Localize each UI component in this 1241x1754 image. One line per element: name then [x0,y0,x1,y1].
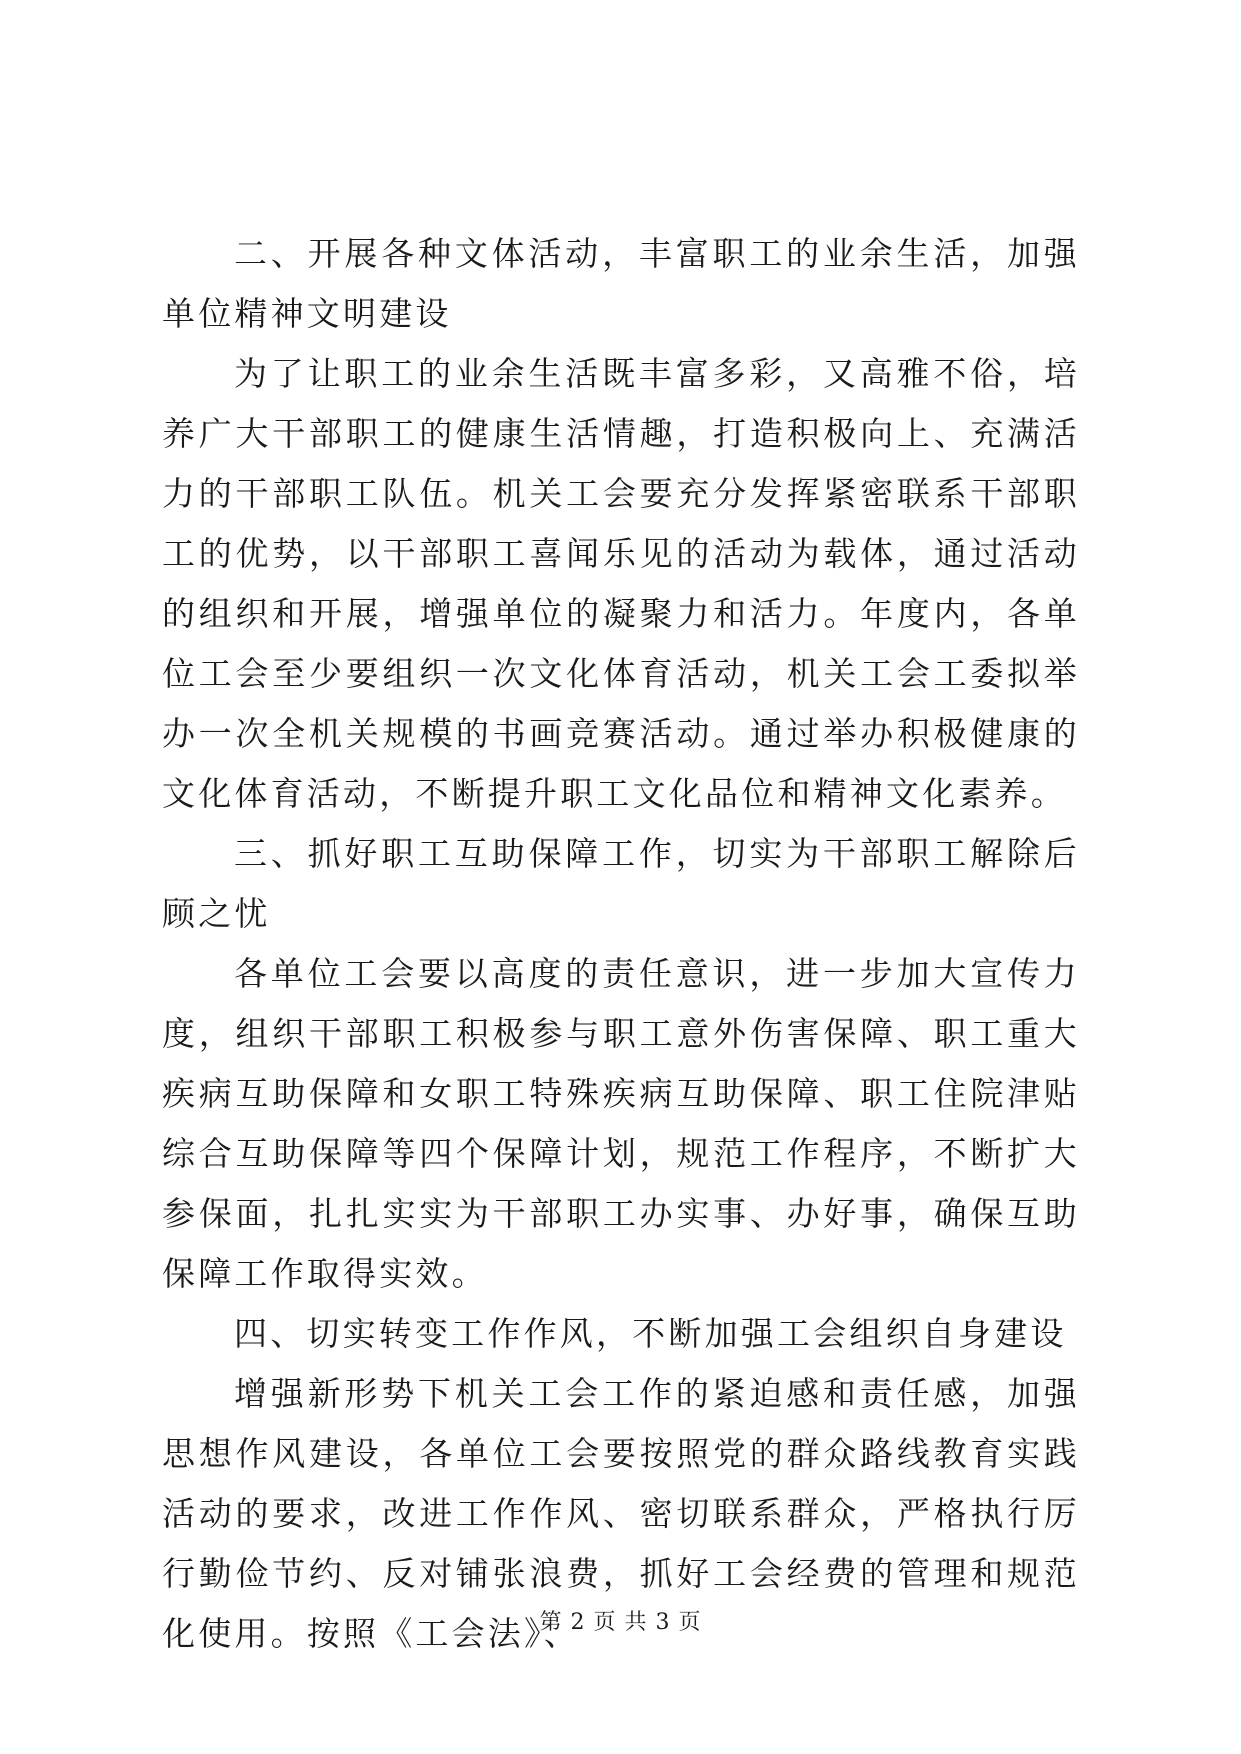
page-number-footer: 第 2 页 共 3 页 [539,1610,702,1635]
section-heading-3: 三、抓好职工互助保障工作，切实为干部职工解除后顾之忧 [162,834,1080,933]
body-paragraph-1: 为了让职工的业余生活既丰富多彩，又高雅不俗，培养广大干部职工的健康生活情趣，打造积极向上、充满活力的干部职工队伍。机关工会要充分发挥紧密联系干部职工的优势，以干部职工喜闻乐见的活动为载体，通过活动的组织和开展，增强单位的凝聚力和活力。年度内，各单位工会至少要组织一次文化体育活动，机关工会工委拟举办一次全机关规模的书画竞赛活动。通过举办积极健康的文化体育活动，不断提升职工文化品位和精神文化素养。 [162,354,1080,813]
section-heading-2: 二、开展各种文体活动，丰富职工的业余生活，加强单位精神文明建设 [162,234,1080,333]
body-paragraph-2: 各单位工会要以高度的责任意识，进一步加大宣传力度，组织干部职工积极参与职工意外伤害保障、职工重大疾病互助保障和女职工特殊疾病互助保障、职工住院津贴综合互助保障等四个保障计划，规范工作程序，不断扩大参保面，扎扎实实为干部职工办实事、办好事，确保互助保障工作取得实效。 [162,954,1080,1293]
body-paragraph-3: 增强新形势下机关工会工作的紧迫感和责任感，加强思想作风建设，各单位工会要按照党的群众路线教育实践活动的要求，改进工作作风、密切联系群众，严格执行厉行勤俭节约、反对铺张浪费，抓好工会经费的管理和规范化使用。按照《工会法》、 [162,1374,1080,1653]
section-heading-4: 四、切实转变工作作风，不断加强工会组织自身建设 [234,1314,1067,1353]
document-body [162,224,1080,1664]
